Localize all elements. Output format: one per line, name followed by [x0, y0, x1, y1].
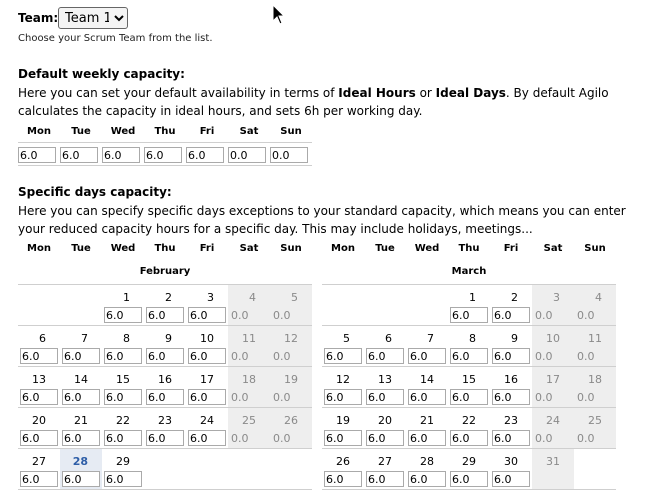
calendar-day-cell: [532, 448, 574, 489]
calendar-day-capacity-text: 0.0: [231, 309, 249, 322]
calendar-day-number: 20: [32, 414, 46, 427]
calendar-day-capacity-input[interactable]: [492, 389, 530, 405]
calendar-day-capacity-input[interactable]: [20, 389, 58, 405]
calendar-day-capacity-input[interactable]: [366, 430, 404, 446]
calendar-weekday-mon: Mon: [331, 243, 355, 254]
calendar-day-number: 2: [165, 291, 172, 304]
calendar-day-cell: [322, 325, 364, 366]
calendar-empty-cell: [322, 284, 364, 325]
calendar-day-cell: [532, 366, 574, 407]
calendar-day-capacity-text: 0.0: [273, 350, 291, 363]
weekday-header-mon: Mon: [27, 125, 51, 137]
calendar-day-capacity-input[interactable]: [62, 348, 100, 364]
calendar-day-number: 29: [462, 455, 476, 468]
calendar-day-capacity-input[interactable]: [104, 471, 142, 487]
calendar-day-capacity-text: 0.0: [577, 432, 595, 445]
calendar-empty-cell: [60, 284, 102, 325]
calendar-day-capacity-input[interactable]: [324, 471, 362, 487]
calendar-day-capacity-input[interactable]: [450, 430, 488, 446]
calendar-day-capacity-input[interactable]: [366, 389, 404, 405]
calendar-day-cell: [186, 284, 228, 325]
calendar-weekday-sun: Sun: [584, 243, 606, 254]
calendar-day-number: 23: [158, 414, 172, 427]
calendar-day-number: 3: [207, 291, 214, 304]
calendar-weekday-wed: Wed: [110, 243, 136, 254]
calendar-empty-cell: [186, 448, 228, 489]
calendar-day-cell: [322, 366, 364, 407]
weekly-capacity-cell: [186, 143, 228, 164]
calendar-day-cell: [364, 407, 406, 448]
calendar-day-cell: [490, 407, 532, 448]
weekly-divider: [18, 165, 312, 166]
calendar-day-number: 17: [200, 373, 214, 386]
team-help: Choose your Scrum Team from the list.: [18, 33, 213, 44]
calendar-day-cell: [406, 325, 448, 366]
calendar-empty-cell: [574, 448, 616, 489]
calendar-day-number: 16: [158, 373, 172, 386]
team-select[interactable]: [58, 7, 128, 29]
calendar-day-number: 28: [420, 455, 434, 468]
calendar-day-capacity-input[interactable]: [188, 307, 226, 323]
weekly-capacity-input-sun[interactable]: [270, 147, 308, 163]
calendar-empty-cell: [144, 448, 186, 489]
calendar-day-cell: [448, 325, 490, 366]
calendar-day-capacity-text: 0.0: [273, 391, 291, 404]
calendar-day-number: 30: [504, 455, 518, 468]
calendar-day-capacity-input[interactable]: [450, 348, 488, 364]
calendar-day-cell: [144, 325, 186, 366]
calendar-day-capacity-input[interactable]: [366, 471, 404, 487]
weekly-capacity-table: [18, 120, 312, 163]
calendar-day-number: 9: [165, 332, 172, 345]
specific-heading: Specific days capacity:: [18, 185, 172, 199]
calendar-weekday-tue: Tue: [71, 243, 91, 254]
calendar-day-capacity-input[interactable]: [492, 348, 530, 364]
calendar-day-cell: [18, 366, 60, 407]
calendar-day-number: 6: [39, 332, 46, 345]
calendar-day-number: 25: [588, 414, 602, 427]
calendar-day-cell: [532, 325, 574, 366]
weekday-header-fri: Fri: [199, 125, 215, 137]
calendar-day-cell: [270, 284, 312, 325]
calendar-empty-cell: [270, 448, 312, 489]
calendar-day-capacity-input[interactable]: [188, 430, 226, 446]
weekly-capacity-cell: [228, 143, 270, 164]
calendar-day-number: 29: [116, 455, 130, 468]
calendar-day-number: 24: [546, 414, 560, 427]
calendar-day-number: 20: [378, 414, 392, 427]
calendar-weekday-fri: Fri: [503, 243, 519, 254]
calendar-day-number: 24: [200, 414, 214, 427]
calendar-day-capacity-input[interactable]: [366, 348, 404, 364]
calendar-day-capacity-input[interactable]: [188, 348, 226, 364]
calendar-day-cell: [322, 407, 364, 448]
weekly-capacity-input-fri[interactable]: [186, 147, 224, 163]
calendar-weekday-sun: Sun: [280, 243, 302, 254]
calendar-day-cell: [228, 325, 270, 366]
calendar-day-cell: [60, 448, 102, 489]
calendar-day-number: 13: [378, 373, 392, 386]
calendar-day-capacity-input[interactable]: [188, 389, 226, 405]
calendar-day-cell: [364, 366, 406, 407]
calendar-day-cell: [228, 407, 270, 448]
calendar-day-number: 19: [336, 414, 350, 427]
calendar-day-cell: [102, 366, 144, 407]
calendar-day-number: 27: [32, 455, 46, 468]
calendar-day-number: 8: [123, 332, 130, 345]
calendar-day-capacity-text: 0.0: [535, 309, 553, 322]
weekday-header-thu: Thu: [154, 125, 176, 137]
calendar-day-capacity-input[interactable]: [104, 307, 142, 323]
specific-description: Here you can specify specific days exceptions to your standard capacity, which means you can enter your reduced capacity hours for a specific day. This may include holidays, meetings...: [18, 204, 626, 236]
calendar-weekday-wed: Wed: [414, 243, 440, 254]
calendar-day-number: 5: [291, 291, 298, 304]
calendar-weekday-mon: Mon: [27, 243, 51, 254]
calendar-day-capacity-input[interactable]: [450, 307, 488, 323]
weekly-capacity-input-tue[interactable]: [60, 147, 98, 163]
calendar-weekday-thu: Thu: [458, 243, 480, 254]
calendar-day-capacity-text: 0.0: [231, 350, 249, 363]
calendar-day-capacity-input[interactable]: [450, 471, 488, 487]
calendar-day-number: 5: [343, 332, 350, 345]
calendar-empty-cell: [18, 284, 60, 325]
calendar-day-number: 13: [32, 373, 46, 386]
calendar-empty-cell: [228, 448, 270, 489]
calendar-weekday-sat: Sat: [239, 243, 259, 254]
calendar-day-cell: [18, 325, 60, 366]
calendar-month-name: February: [139, 266, 191, 277]
calendar-day-capacity-text: 0.0: [535, 391, 553, 404]
calendar-day-cell: [186, 325, 228, 366]
calendar-day-number: 10: [200, 332, 214, 345]
calendar-day-cell: [144, 366, 186, 407]
calendar-day-number: 2: [511, 291, 518, 304]
weekly-heading: Default weekly capacity:: [18, 67, 185, 81]
calendar-day-cell: [186, 407, 228, 448]
calendar-day-number: 15: [116, 373, 130, 386]
calendar-day-cell: [102, 284, 144, 325]
calendar-day-number: 12: [284, 332, 298, 345]
calendar-day-cell: [322, 448, 364, 489]
calendar-day-cell: [364, 325, 406, 366]
calendar-day-capacity-text: 0.0: [535, 432, 553, 445]
calendar-day-cell: [406, 366, 448, 407]
calendar-day-cell: [448, 284, 490, 325]
calendar-day-number: 15: [462, 373, 476, 386]
calendar-day-capacity-text: 0.0: [231, 432, 249, 445]
calendar-day-cell: [228, 284, 270, 325]
calendar-day-cell: [60, 407, 102, 448]
calendar-weekday-sat: Sat: [543, 243, 563, 254]
calendar-day-capacity-input[interactable]: [20, 430, 58, 446]
calendar-day-number: 14: [74, 373, 88, 386]
calendar-day-capacity-input[interactable]: [20, 348, 58, 364]
calendar-day-capacity-input[interactable]: [20, 471, 58, 487]
team-label: Team:: [18, 11, 59, 25]
calendar-day-capacity-input[interactable]: [324, 389, 362, 405]
calendar-day-capacity-input[interactable]: [408, 430, 446, 446]
calendar-day-number: 7: [81, 332, 88, 345]
weekly-capacity-cell: [102, 143, 144, 164]
calendar-empty-cell: [406, 284, 448, 325]
calendar-day-number: 6: [385, 332, 392, 345]
calendar-day-cell: [228, 366, 270, 407]
calendar-day-number: 18: [588, 373, 602, 386]
calendar-day-cell: [532, 407, 574, 448]
calendar-day-number: 3: [553, 291, 560, 304]
calendar-day-capacity-input[interactable]: [146, 307, 184, 323]
calendar-day-cell: [18, 448, 60, 489]
calendar-day-capacity-text: 0.0: [273, 309, 291, 322]
weekly-capacity-cell: [270, 143, 312, 164]
calendar-day-capacity-input[interactable]: [450, 389, 488, 405]
weekly-capacity-input-wed[interactable]: [102, 147, 140, 163]
calendar-day-number: 9: [511, 332, 518, 345]
calendar-day-cell: [144, 407, 186, 448]
calendar-day-number: 12: [336, 373, 350, 386]
weekly-capacity-cell: [144, 143, 186, 164]
weekday-header-tue: Tue: [71, 125, 91, 137]
calendar-day-capacity-input[interactable]: [146, 430, 184, 446]
calendar-day-cell: [60, 325, 102, 366]
calendar-day-cell: [490, 325, 532, 366]
calendar-day-capacity-input[interactable]: [492, 471, 530, 487]
calendar-day-cell: [448, 407, 490, 448]
calendar-day-cell: [490, 366, 532, 407]
calendar-day-cell: [270, 407, 312, 448]
calendar-day-cell: [574, 325, 616, 366]
calendar-day-capacity-input[interactable]: [408, 389, 446, 405]
calendar-day-cell: [406, 448, 448, 489]
calendar-weekday-tue: Tue: [375, 243, 395, 254]
calendar-day-number: 21: [420, 414, 434, 427]
calendar-day-capacity-input[interactable]: [492, 307, 530, 323]
calendar-day-number: 19: [284, 373, 298, 386]
calendar-day-number: 18: [242, 373, 256, 386]
calendar-day-cell: [490, 284, 532, 325]
calendar-day-cell: [102, 325, 144, 366]
calendar-day-cell: [448, 448, 490, 489]
calendar-day-number: 11: [242, 332, 256, 345]
calendar-day-capacity-input[interactable]: [146, 348, 184, 364]
calendar-day-number: 10: [546, 332, 560, 345]
calendar-day-capacity-text: 0.0: [273, 432, 291, 445]
calendar-day-number: 1: [469, 291, 476, 304]
calendar-day-number: 22: [462, 414, 476, 427]
calendar-day-cell: [532, 284, 574, 325]
calendar-day-cell: [364, 448, 406, 489]
calendar-day-capacity-input[interactable]: [104, 389, 142, 405]
calendar-day-capacity-input[interactable]: [62, 389, 100, 405]
calendar-day-number: 8: [469, 332, 476, 345]
weekly-capacity-cell: [60, 143, 102, 164]
calendar-day-capacity-input[interactable]: [104, 348, 142, 364]
calendar-day-capacity-input[interactable]: [492, 430, 530, 446]
calendar-day-number: 27: [378, 455, 392, 468]
calendar-day-cell: [574, 366, 616, 407]
weekly-capacity-input-mon[interactable]: [18, 147, 56, 163]
calendar-month-name: March: [451, 266, 487, 277]
calendar-empty-cell: [364, 284, 406, 325]
calendar-day-number: 26: [336, 455, 350, 468]
calendar-day-number: 26: [284, 414, 298, 427]
calendar-day-cell: [574, 284, 616, 325]
calendar-day-cell: [60, 366, 102, 407]
calendar-day-cell: [574, 407, 616, 448]
calendar-day-number: 4: [595, 291, 602, 304]
calendar-day-number: 25: [242, 414, 256, 427]
calendar-day-capacity-text: 0.0: [577, 309, 595, 322]
calendar-day-capacity-text: 0.0: [231, 391, 249, 404]
calendar-day-cell: [102, 407, 144, 448]
calendar-day-number: 4: [249, 291, 256, 304]
calendar-day-cell: [406, 407, 448, 448]
calendar-day-capacity-text: 0.0: [577, 350, 595, 363]
calendar-day-number: 14: [420, 373, 434, 386]
weekly-description: Here you can set your default availability in terms of Ideal Hours or Ideal Days. By default Agilo calculates the capacity in ideal hours, and sets 6h per working day.: [18, 86, 609, 118]
calendar-bottom-divider: [322, 489, 616, 490]
calendar-day-number: 31: [546, 455, 560, 468]
calendar-day-number: 21: [74, 414, 88, 427]
calendar-day-cell: [270, 325, 312, 366]
calendar-day-number: 23: [504, 414, 518, 427]
calendar-day-number: 7: [427, 332, 434, 345]
calendar-day-cell: [270, 366, 312, 407]
calendar-weekday-row: [322, 243, 616, 254]
calendar-day-number: 1: [123, 291, 130, 304]
calendar-day-number: 17: [546, 373, 560, 386]
mouse-cursor-icon: [272, 4, 286, 26]
weekday-header-sun: Sun: [280, 125, 302, 137]
calendar-day-capacity-input[interactable]: [146, 389, 184, 405]
calendar-day-capacity-input[interactable]: [104, 430, 142, 446]
calendar-day-capacity-text: 0.0: [535, 350, 553, 363]
calendar-day-number: 11: [588, 332, 602, 345]
calendar-weekday-thu: Thu: [154, 243, 176, 254]
calendar-day-capacity-input[interactable]: [408, 471, 446, 487]
calendar-day-cell: [448, 366, 490, 407]
calendar-day-cell: [18, 407, 60, 448]
weekday-header-wed: Wed: [110, 125, 136, 137]
calendar-day-number: 22: [116, 414, 130, 427]
calendar-day-cell: [490, 448, 532, 489]
calendar-day-capacity-input[interactable]: [324, 348, 362, 364]
calendar-day-cell: [102, 448, 144, 489]
calendar-day-cell: [186, 366, 228, 407]
calendar-weekday-fri: Fri: [199, 243, 215, 254]
calendar-day-capacity-input[interactable]: [62, 471, 100, 487]
calendar-day-capacity-input[interactable]: [62, 430, 100, 446]
calendar-bottom-divider: [18, 489, 312, 490]
calendar-day-number: 16: [504, 373, 518, 386]
calendar-weekday-row: [18, 243, 312, 254]
weekly-capacity-input-thu[interactable]: [144, 147, 182, 163]
weekly-capacity-input-sat[interactable]: [228, 147, 266, 163]
calendar-day-capacity-input[interactable]: [408, 348, 446, 364]
calendar-day-capacity-input[interactable]: [324, 430, 362, 446]
calendar-day-capacity-text: 0.0: [577, 391, 595, 404]
calendar-day-cell: [144, 284, 186, 325]
weekday-header-sat: Sat: [239, 125, 259, 137]
weekly-capacity-cell: [18, 143, 60, 164]
calendar-day-number: 28: [72, 455, 88, 468]
